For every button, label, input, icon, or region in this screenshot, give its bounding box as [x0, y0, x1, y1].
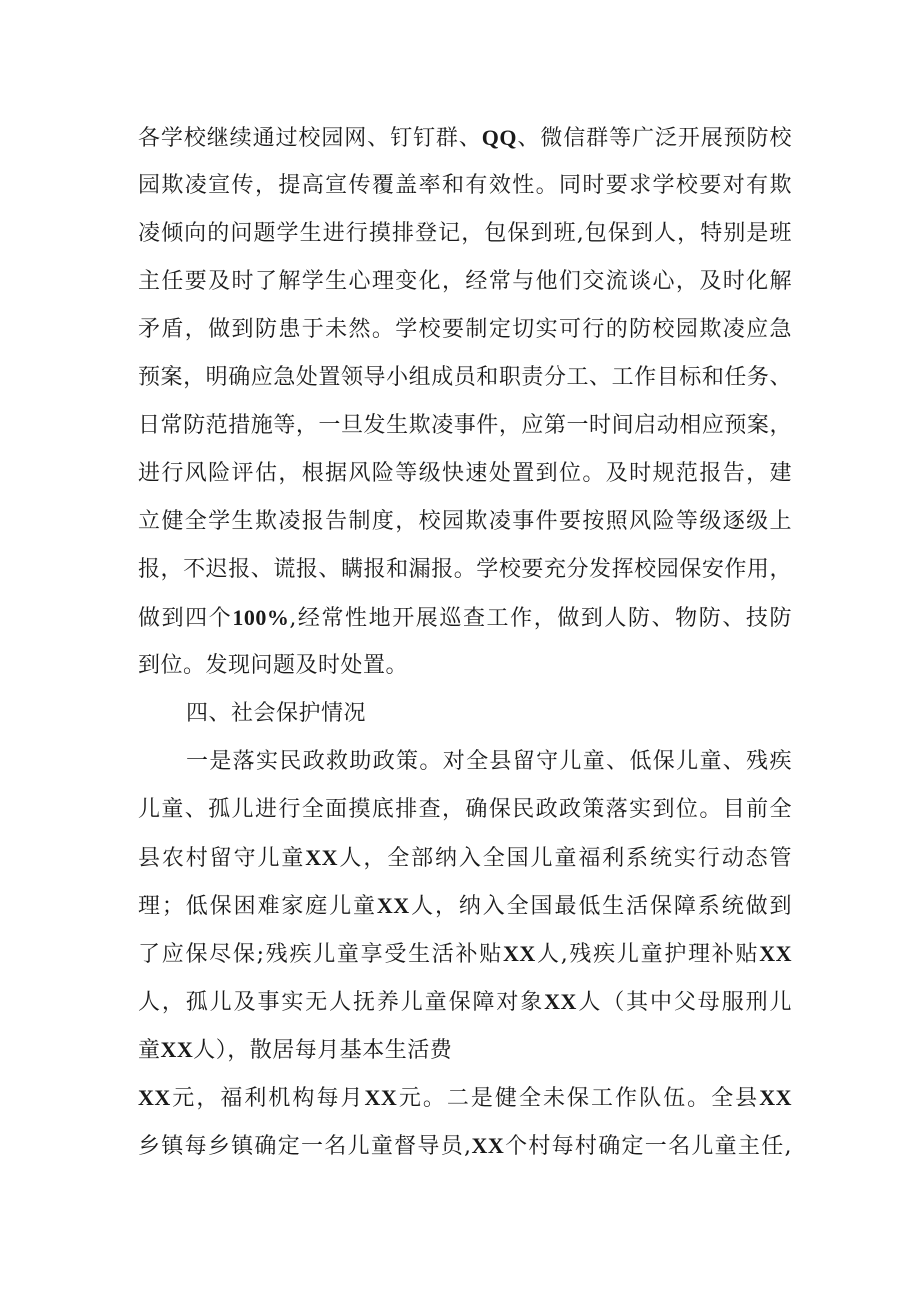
body-text-line: 预案，明确应急处置领导小组成员和职责分工、工作目标和任务、	[138, 365, 792, 390]
body-text-line: 矛盾，做到防患于未然。学校要制定切实可行的防校园欺凌应急	[138, 317, 792, 342]
body-text-line: 进行风险评估，根据风险等级快速处置到位。及时规范报告，建	[138, 461, 792, 486]
body-text-line: 了应保尽保;残疾儿童享受生活补贴XX人,残疾儿童护理补贴XX	[138, 941, 792, 967]
body-text-line: 日常防范措施等，一旦发生欺凌事件，应第一时间启动相应预案，	[138, 413, 792, 438]
body-text-line: XX元，福利机构每月XX元。二是健全未保工作队伍。全县XX	[138, 1085, 792, 1111]
body-text-line: 各学校继续通过校园网、钉钉群、QQ、微信群等广泛开展预防校	[138, 125, 792, 151]
body-text-line: 乡镇每乡镇确定一名儿童督导员,XX个村每村确定一名儿童主任,	[138, 1133, 792, 1159]
body-text-line: 报，不迟报、谎报、瞒报和漏报。学校要充分发挥校园保安作用，	[138, 557, 792, 582]
body-text-line: 立健全学生欺凌报告制度，校园欺凌事件要按照风险等级逐级上	[138, 509, 792, 534]
body-text-line: 县农村留守儿童XX人，全部纳入全国儿童福利系统实行动态管	[138, 845, 792, 871]
body-text-line: 主任要及时了解学生心理变化，经常与他们交流谈心，及时化解	[138, 269, 792, 294]
body-text-line: 理；低保困难家庭儿童XX人，纳入全国最低生活保障系统做到	[138, 893, 792, 919]
body-text-line: 凌倾向的问题学生进行摸排登记，包保到班,包保到人，特别是班	[138, 221, 792, 246]
paragraph-first-line: 一是落实民政救助政策。对全县留守儿童、低保儿童、残疾	[186, 749, 792, 774]
body-text-line: 童XX人），散居每月基本生活费	[138, 1037, 453, 1063]
body-text-line: 做到四个100%,经常性地开展巡查工作，做到人防、物防、技防	[138, 605, 792, 631]
body-text-line: 儿童、孤儿进行全面摸底排查，确保民政政策落实到位。目前全	[138, 797, 792, 822]
body-text-line: 到位。发现问题及时处置。	[138, 653, 409, 678]
body-text-line: 园欺凌宣传，提高宣传覆盖率和有效性。同时要求学校要对有欺	[138, 173, 792, 198]
body-text-line: 人，孤儿及事实无人抚养儿童保障对象XX人（其中父母服刑儿	[138, 989, 792, 1015]
section-heading: 四、社会保护情况	[186, 701, 367, 726]
